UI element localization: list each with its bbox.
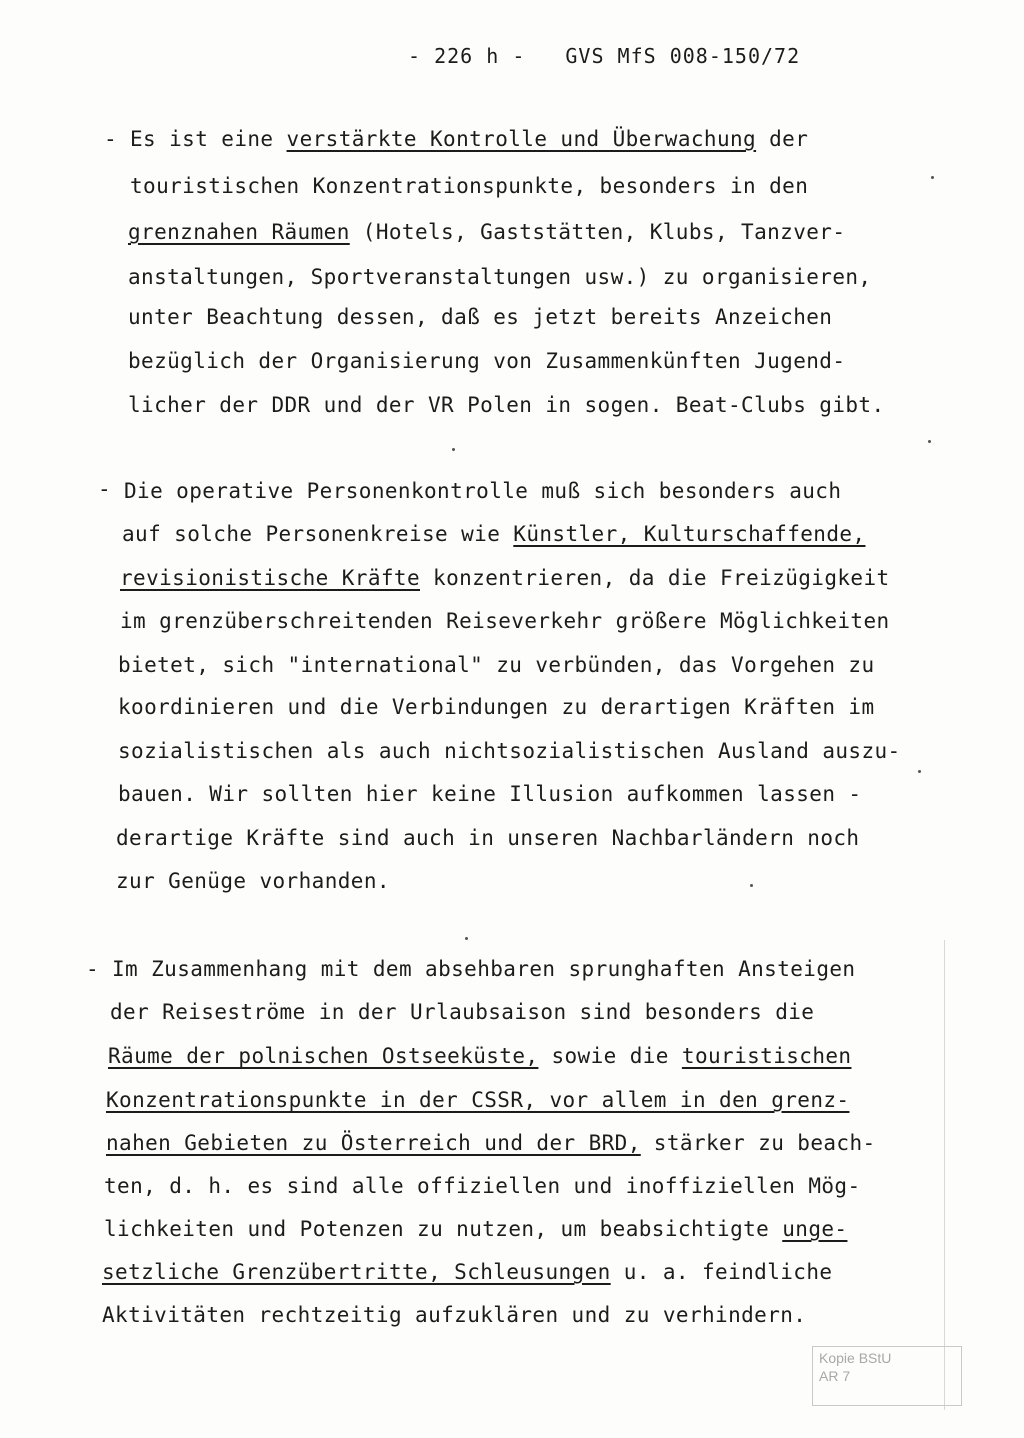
bullet-1: - [104, 127, 117, 151]
margin-line [944, 940, 945, 1410]
text-line: bezüglich der Organisierung von Zusammenkünften Jugend- [128, 349, 846, 373]
text-line: Räume der polnischen Ostseeküste, sowie die touristischen [108, 1044, 852, 1068]
text-line: Die operative Personenkontrolle muß sich besonders auch [124, 479, 842, 503]
text-line: anstaltungen, Sportveranstaltungen usw.) zu organisieren, [128, 265, 872, 289]
document-reference: GVS MfS 008-150/72 [565, 44, 801, 68]
speck [465, 937, 468, 940]
text-line: unter Beachtung dessen, daß es jetzt bereits Anzeichen [128, 305, 833, 329]
text-line: Im Zusammenhang mit dem absehbaren sprunghaften Ansteigen [112, 957, 856, 981]
text-line: koordinieren und die Verbindungen zu derartigen Kräften im [118, 695, 875, 719]
page-header [408, 44, 800, 68]
text-line: touristischen Konzentrationspunkte, besonders in den [130, 174, 809, 198]
speck [452, 448, 455, 451]
speck [928, 440, 931, 443]
text-line: ten, d. h. es sind alle offiziellen und inoffiziellen Mög- [104, 1174, 861, 1198]
text-line: licher der DDR und der VR Polen in sogen. Beat-Clubs gibt. [128, 393, 885, 417]
speck [918, 770, 921, 773]
text-line: derartige Kräfte sind auch in unseren Nachbarländern noch [116, 826, 860, 850]
archive-stamp [812, 1346, 962, 1406]
text-line: grenznahen Räumen (Hotels, Gaststätten, Klubs, Tanzver- [128, 220, 846, 244]
text-line: revisionistische Kräfte konzentrieren, da die Freizügigkeit [120, 566, 890, 590]
text-line: bauen. Wir sollten hier keine Illusion aufkommen lassen - [118, 782, 862, 806]
text-line: lichkeiten und Potenzen zu nutzen, um beabsichtigte unge- [104, 1217, 848, 1241]
text-line: bietet, sich "international" zu verbünden, das Vorgehen zu [118, 653, 875, 677]
text-line: sozialistischen als auch nichtsozialistischen Ausland auszu- [118, 739, 901, 763]
text-line: Konzentrationspunkte in der CSSR, vor allem in den grenz- [106, 1088, 850, 1112]
bullet-2: - [98, 477, 111, 501]
page-number: - 226 h - [408, 44, 526, 68]
text-line: nahen Gebieten zu Österreich und der BRD, stärker zu beach- [106, 1131, 876, 1155]
text-line: der Reiseströme in der Urlaubsaison sind besonders die [110, 1000, 815, 1024]
stamp-line-2: AR 7 [819, 1368, 851, 1384]
text-line: zur Genüge vorhanden. [116, 869, 390, 893]
bullet-3: - [86, 957, 99, 981]
text-line: Aktivitäten rechtzeitig aufzuklären und zu verhindern. [102, 1303, 807, 1327]
text-line: setzliche Grenzübertritte, Schleusungen u. a. feindliche [102, 1260, 833, 1284]
text-line: Es ist eine verstärkte Kontrolle und Überwachung der [130, 127, 809, 151]
text-line: auf solche Personenkreise wie Künstler, Kulturschaffende, [122, 522, 866, 546]
speck [931, 176, 934, 179]
stamp-line-1: Kopie BStU [819, 1350, 892, 1366]
text-line: im grenzüberschreitenden Reiseverkehr größere Möglichkeiten [120, 609, 890, 633]
speck [750, 884, 753, 887]
